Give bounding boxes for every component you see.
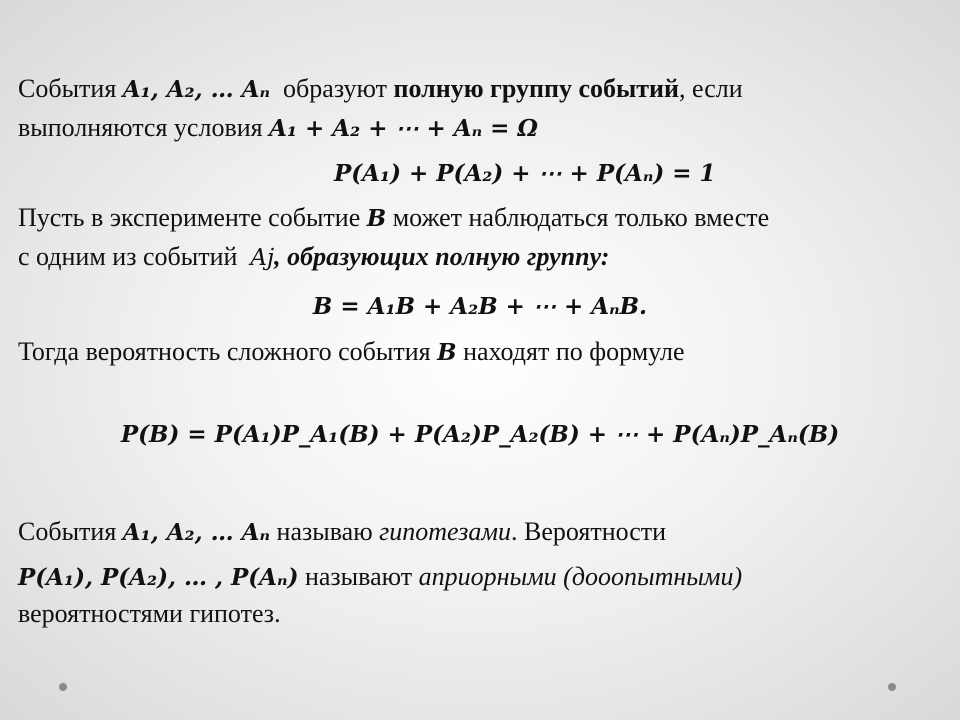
term-full-group: полную группу событий (393, 74, 680, 103)
events-list: A₁, A₂, … Aₙ (122, 519, 271, 546)
var-b: B (437, 339, 457, 366)
p3-line-1 (18, 336, 685, 369)
var-b: B (366, 205, 387, 232)
text: образуют (283, 74, 387, 103)
p4-line-3 (18, 598, 281, 630)
p2-line-3 (0, 290, 960, 323)
p1-line-2 (18, 112, 538, 145)
decor-dot-left (59, 683, 67, 691)
text: , если (679, 74, 743, 103)
text: называю (276, 517, 373, 546)
p1-line-1 (18, 73, 743, 106)
formula-total-probability-text: P(B) = P(A₁)P_A₁(B) + P(A₂)P_A₂(B) + ⋯ + P(Aₙ)P_Aₙ(B) (120, 421, 840, 448)
events-list: A₁, A₂, … Aₙ (122, 76, 271, 103)
p4-line-2 (18, 561, 742, 594)
text: находят по формуле (463, 337, 685, 366)
p1-line-3 (334, 157, 716, 190)
p2-line-1 (18, 202, 769, 235)
text: вероятностями гипотез. (18, 599, 281, 628)
term-a-priori: априорными (дооопытными) (418, 562, 743, 591)
text: . Вероятности (511, 517, 667, 546)
text: выполняются условия (18, 113, 263, 142)
text: может наблюдаться только вместе (392, 203, 770, 232)
formula-b-decomposition: B = A₁B + A₂B + ⋯ + AₙB. (312, 293, 648, 320)
decor-dot-right (888, 683, 896, 691)
p4-line-1 (18, 516, 666, 549)
var-aj: Aj (250, 245, 275, 271)
formula-total-probability (0, 418, 960, 451)
p2-line-2 (18, 241, 609, 274)
text-bold-italic: , образующих полную группу: (274, 242, 610, 271)
text: Пусть в эксперименте событие (18, 203, 361, 232)
text: События (18, 517, 117, 546)
text: Тогда вероятность сложного события (18, 337, 431, 366)
text: События (18, 74, 117, 103)
text: называют (304, 562, 413, 591)
text: с одним из событий (18, 242, 238, 271)
formula-sum-probabilities: P(A₁) + P(A₂) + ⋯ + P(Aₙ) = 1 (334, 160, 716, 187)
formula-prior-probabilities: P(A₁), P(A₂), … , P(Aₙ) (18, 564, 299, 591)
formula-sum-events: A₁ + A₂ + ⋯ + Aₙ = Ω (269, 115, 538, 142)
term-hypotheses: гипотезами (379, 517, 511, 546)
